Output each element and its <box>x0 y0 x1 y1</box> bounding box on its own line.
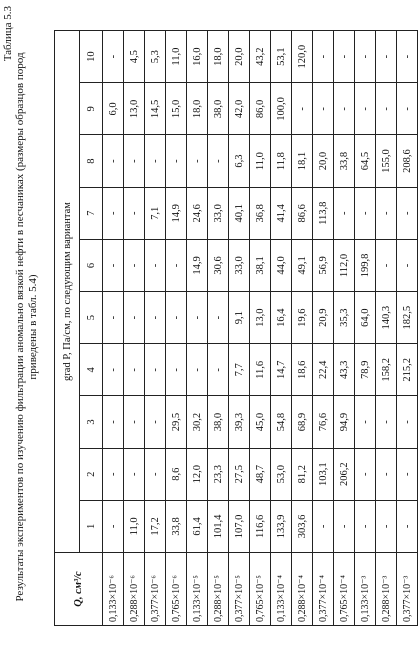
flow-rate-cell: 0,377×10⁻⁴ <box>313 553 334 626</box>
variant-header: 3 <box>80 396 103 448</box>
gradient-cell: 13,0 <box>124 83 145 135</box>
table-row <box>145 31 166 626</box>
gradient-cell: - <box>124 396 145 448</box>
gradient-cell: 86,6 <box>292 187 313 239</box>
flow-rate-cell: 0,377×10⁻⁵ <box>229 553 250 626</box>
gradient-cell: 303,6 <box>292 500 313 552</box>
gradient-cell: - <box>334 31 355 83</box>
gradient-cell: 49,1 <box>292 239 313 291</box>
gradient-cell: 14,9 <box>187 239 208 291</box>
gradient-cell: 29,5 <box>166 396 187 448</box>
q-column-header: Q, см³/с <box>55 553 103 626</box>
flow-rate-cell: 0,288×10⁻⁴ <box>292 553 313 626</box>
gradient-cell: - <box>187 292 208 344</box>
gradient-cell: 103,1 <box>313 448 334 500</box>
gradient-cell: 11,0 <box>250 135 271 187</box>
gradient-cell: - <box>397 448 418 500</box>
gradient-cell: 18,1 <box>292 135 313 187</box>
gradient-cell: 27,5 <box>229 448 250 500</box>
gradient-cell: - <box>397 187 418 239</box>
gradient-cell: - <box>313 500 334 552</box>
gradient-cell: 64,0 <box>355 292 376 344</box>
gradient-cell: 64,5 <box>355 135 376 187</box>
flow-rate-cell: 0,133×10⁻⁶ <box>103 553 124 626</box>
table-row <box>271 31 292 626</box>
gradient-cell: 81,2 <box>292 448 313 500</box>
gradient-cell: 11,8 <box>271 135 292 187</box>
gradient-cell: - <box>145 344 166 396</box>
gradient-cell: - <box>124 135 145 187</box>
variant-header: 5 <box>80 292 103 344</box>
gradient-cell: 14,5 <box>145 83 166 135</box>
flow-rate-cell: 0,377×10⁻⁶ <box>145 553 166 626</box>
table-number: Таблица 5.3 <box>2 6 14 62</box>
gradient-cell: 76,6 <box>313 396 334 448</box>
gradient-cell: - <box>166 239 187 291</box>
gradient-cell: - <box>124 292 145 344</box>
gradient-cell: 101,4 <box>208 500 229 552</box>
gradient-cell: 41,4 <box>271 187 292 239</box>
gradient-cell: 23,3 <box>208 448 229 500</box>
flow-rate-cell: 0,288×10⁻⁶ <box>124 553 145 626</box>
gradient-cell: 5,3 <box>145 31 166 83</box>
gradient-cell: 116,6 <box>250 500 271 552</box>
gradient-cell: 14,9 <box>166 187 187 239</box>
gradient-cell: - <box>376 187 397 239</box>
gradient-cell: - <box>292 83 313 135</box>
gradient-cell: 107,0 <box>229 500 250 552</box>
gradient-cell: 20,9 <box>313 292 334 344</box>
gradient-cell: - <box>145 292 166 344</box>
flow-rate-cell: 0,133×10⁻³ <box>355 553 376 626</box>
gradient-cell: 15,0 <box>166 83 187 135</box>
gradient-cell: 38,0 <box>208 396 229 448</box>
gradient-cell: - <box>397 500 418 552</box>
gradient-cell: - <box>334 83 355 135</box>
gradient-cell: 6,3 <box>229 135 250 187</box>
gradient-cell: - <box>397 239 418 291</box>
gradient-cell: 18,0 <box>208 31 229 83</box>
gradient-cell: 6,0 <box>103 83 124 135</box>
gradient-cell: - <box>334 187 355 239</box>
gradient-cell: 68,9 <box>292 396 313 448</box>
gradient-cell: - <box>124 344 145 396</box>
gradient-cell: 40,1 <box>229 187 250 239</box>
gradient-cell: 8,6 <box>166 448 187 500</box>
gradient-cell: - <box>187 135 208 187</box>
gradient-cell: - <box>145 396 166 448</box>
table-row <box>334 31 355 626</box>
variant-header: 2 <box>80 448 103 500</box>
gradient-cell: - <box>103 187 124 239</box>
grad-column-header: grad P, Па/см, по следующим вариантам <box>55 31 80 553</box>
gradient-cell: - <box>355 448 376 500</box>
gradient-cell: 16,4 <box>271 292 292 344</box>
gradient-cell: - <box>355 187 376 239</box>
gradient-cell: 112,0 <box>334 239 355 291</box>
table-row <box>250 31 271 626</box>
gradient-cell: 30,2 <box>187 396 208 448</box>
variant-header: 10 <box>80 31 103 83</box>
table-row <box>313 31 334 626</box>
variant-header: 7 <box>80 187 103 239</box>
gradient-cell: 48,7 <box>250 448 271 500</box>
gradient-cell: - <box>103 396 124 448</box>
gradient-cell: - <box>208 292 229 344</box>
gradient-cell: 20,0 <box>229 31 250 83</box>
gradient-cell: 33,8 <box>334 135 355 187</box>
gradient-cell: - <box>376 448 397 500</box>
gradient-cell: 20,0 <box>313 135 334 187</box>
gradient-cell: 33,8 <box>166 500 187 552</box>
table-row <box>187 31 208 626</box>
gradient-cell: - <box>145 448 166 500</box>
gradient-cell: - <box>103 135 124 187</box>
gradient-cell: - <box>103 239 124 291</box>
flow-rate-cell: 0,133×10⁻⁴ <box>271 553 292 626</box>
gradient-cell: 53,1 <box>271 31 292 83</box>
gradient-cell: - <box>355 396 376 448</box>
table-row <box>292 31 313 626</box>
gradient-cell: 215,2 <box>397 344 418 396</box>
gradient-cell: - <box>103 31 124 83</box>
gradient-cell: 7,7 <box>229 344 250 396</box>
gradient-cell: 13,0 <box>250 292 271 344</box>
gradient-cell: 100,0 <box>271 83 292 135</box>
gradient-cell: - <box>334 500 355 552</box>
gradient-cell: 7,1 <box>145 187 166 239</box>
gradient-cell: - <box>355 83 376 135</box>
table-caption: Результаты экспериментов по изучению фильтрации аномально вязкой нефти в песчаниках (размеры образцов пород приведены в табл. 5.4) <box>14 52 39 602</box>
gradient-cell: 18,6 <box>292 344 313 396</box>
gradient-cell: 30,6 <box>208 239 229 291</box>
gradient-cell: - <box>376 500 397 552</box>
gradient-cell: - <box>355 500 376 552</box>
gradient-cell: - <box>376 396 397 448</box>
gradient-cell: 206,2 <box>334 448 355 500</box>
variant-header: 8 <box>80 135 103 187</box>
gradient-cell: 19,6 <box>292 292 313 344</box>
gradient-cell: 11,6 <box>250 344 271 396</box>
gradient-cell: 11,0 <box>124 500 145 552</box>
gradient-cell: 155,0 <box>376 135 397 187</box>
gradient-cell: 208,6 <box>397 135 418 187</box>
gradient-cell: 133,9 <box>271 500 292 552</box>
gradient-cell: 86,0 <box>250 83 271 135</box>
gradient-cell: - <box>166 292 187 344</box>
flow-rate-cell: 0,377×10⁻³ <box>397 553 418 626</box>
gradient-cell: - <box>376 31 397 83</box>
gradient-cell: 33,0 <box>208 187 229 239</box>
flow-rate-cell: 0,765×10⁻⁶ <box>166 553 187 626</box>
gradient-cell: 17,2 <box>145 500 166 552</box>
gradient-cell: 33,0 <box>229 239 250 291</box>
table-row <box>376 31 397 626</box>
flow-rate-cell: 0,765×10⁻⁵ <box>250 553 271 626</box>
gradient-cell: 78,9 <box>355 344 376 396</box>
gradient-cell: 22,4 <box>313 344 334 396</box>
gradient-cell: 94,9 <box>334 396 355 448</box>
gradient-cell: 38,0 <box>208 83 229 135</box>
gradient-cell: 43,2 <box>250 31 271 83</box>
gradient-cell: 140,3 <box>376 292 397 344</box>
variant-header: 6 <box>80 239 103 291</box>
table-row <box>208 31 229 626</box>
gradient-cell: - <box>145 239 166 291</box>
gradient-cell: - <box>187 344 208 396</box>
gradient-cell: 61,4 <box>187 500 208 552</box>
gradient-cell: 120,0 <box>292 31 313 83</box>
gradient-cell: - <box>376 239 397 291</box>
table-row <box>124 31 145 626</box>
gradient-cell: - <box>376 83 397 135</box>
gradient-cell: 113,8 <box>313 187 334 239</box>
gradient-cell: 56,9 <box>313 239 334 291</box>
gradient-cell: - <box>208 344 229 396</box>
gradient-cell: 9,1 <box>229 292 250 344</box>
gradient-cell: 42,0 <box>229 83 250 135</box>
gradient-cell: 54,8 <box>271 396 292 448</box>
flow-rate-cell: 0,765×10⁻⁴ <box>334 553 355 626</box>
gradient-cell: - <box>397 396 418 448</box>
gradient-cell: 43,3 <box>334 344 355 396</box>
gradient-cell: - <box>313 31 334 83</box>
gradient-cell: 39,3 <box>229 396 250 448</box>
gradient-cell: - <box>208 135 229 187</box>
gradient-cell: 35,3 <box>334 292 355 344</box>
gradient-cell: - <box>124 448 145 500</box>
gradient-cell: 45,0 <box>250 396 271 448</box>
data-table <box>54 30 418 626</box>
gradient-cell: - <box>313 83 334 135</box>
table-body <box>103 31 418 626</box>
variant-header: 1 <box>80 500 103 552</box>
gradient-cell: - <box>103 292 124 344</box>
gradient-cell: - <box>145 135 166 187</box>
gradient-cell: - <box>166 135 187 187</box>
variant-header: 9 <box>80 83 103 135</box>
gradient-cell: 4,5 <box>124 31 145 83</box>
gradient-cell: - <box>124 239 145 291</box>
gradient-cell: - <box>103 344 124 396</box>
flow-rate-cell: 0,288×10⁻³ <box>376 553 397 626</box>
gradient-cell: - <box>124 187 145 239</box>
gradient-cell: 16,0 <box>187 31 208 83</box>
gradient-cell: 11,0 <box>166 31 187 83</box>
gradient-cell: 53,0 <box>271 448 292 500</box>
gradient-cell: 199,8 <box>355 239 376 291</box>
table-row <box>229 31 250 626</box>
gradient-cell: - <box>103 448 124 500</box>
gradient-cell: 158,2 <box>376 344 397 396</box>
gradient-cell: - <box>166 344 187 396</box>
gradient-cell: - <box>103 500 124 552</box>
table-row <box>355 31 376 626</box>
table-row <box>103 31 124 626</box>
gradient-cell: - <box>397 31 418 83</box>
gradient-cell: 44,0 <box>271 239 292 291</box>
table-row <box>166 31 187 626</box>
gradient-cell: 12,0 <box>187 448 208 500</box>
gradient-cell: - <box>397 83 418 135</box>
gradient-cell: 36,8 <box>250 187 271 239</box>
flow-rate-cell: 0,133×10⁻⁵ <box>187 553 208 626</box>
gradient-cell: - <box>355 31 376 83</box>
flow-rate-cell: 0,288×10⁻⁵ <box>208 553 229 626</box>
gradient-cell: 182,5 <box>397 292 418 344</box>
gradient-cell: 38,1 <box>250 239 271 291</box>
table-row <box>397 31 418 626</box>
gradient-cell: 18,0 <box>187 83 208 135</box>
gradient-cell: 14,7 <box>271 344 292 396</box>
variant-header: 4 <box>80 344 103 396</box>
gradient-cell: 24,6 <box>187 187 208 239</box>
